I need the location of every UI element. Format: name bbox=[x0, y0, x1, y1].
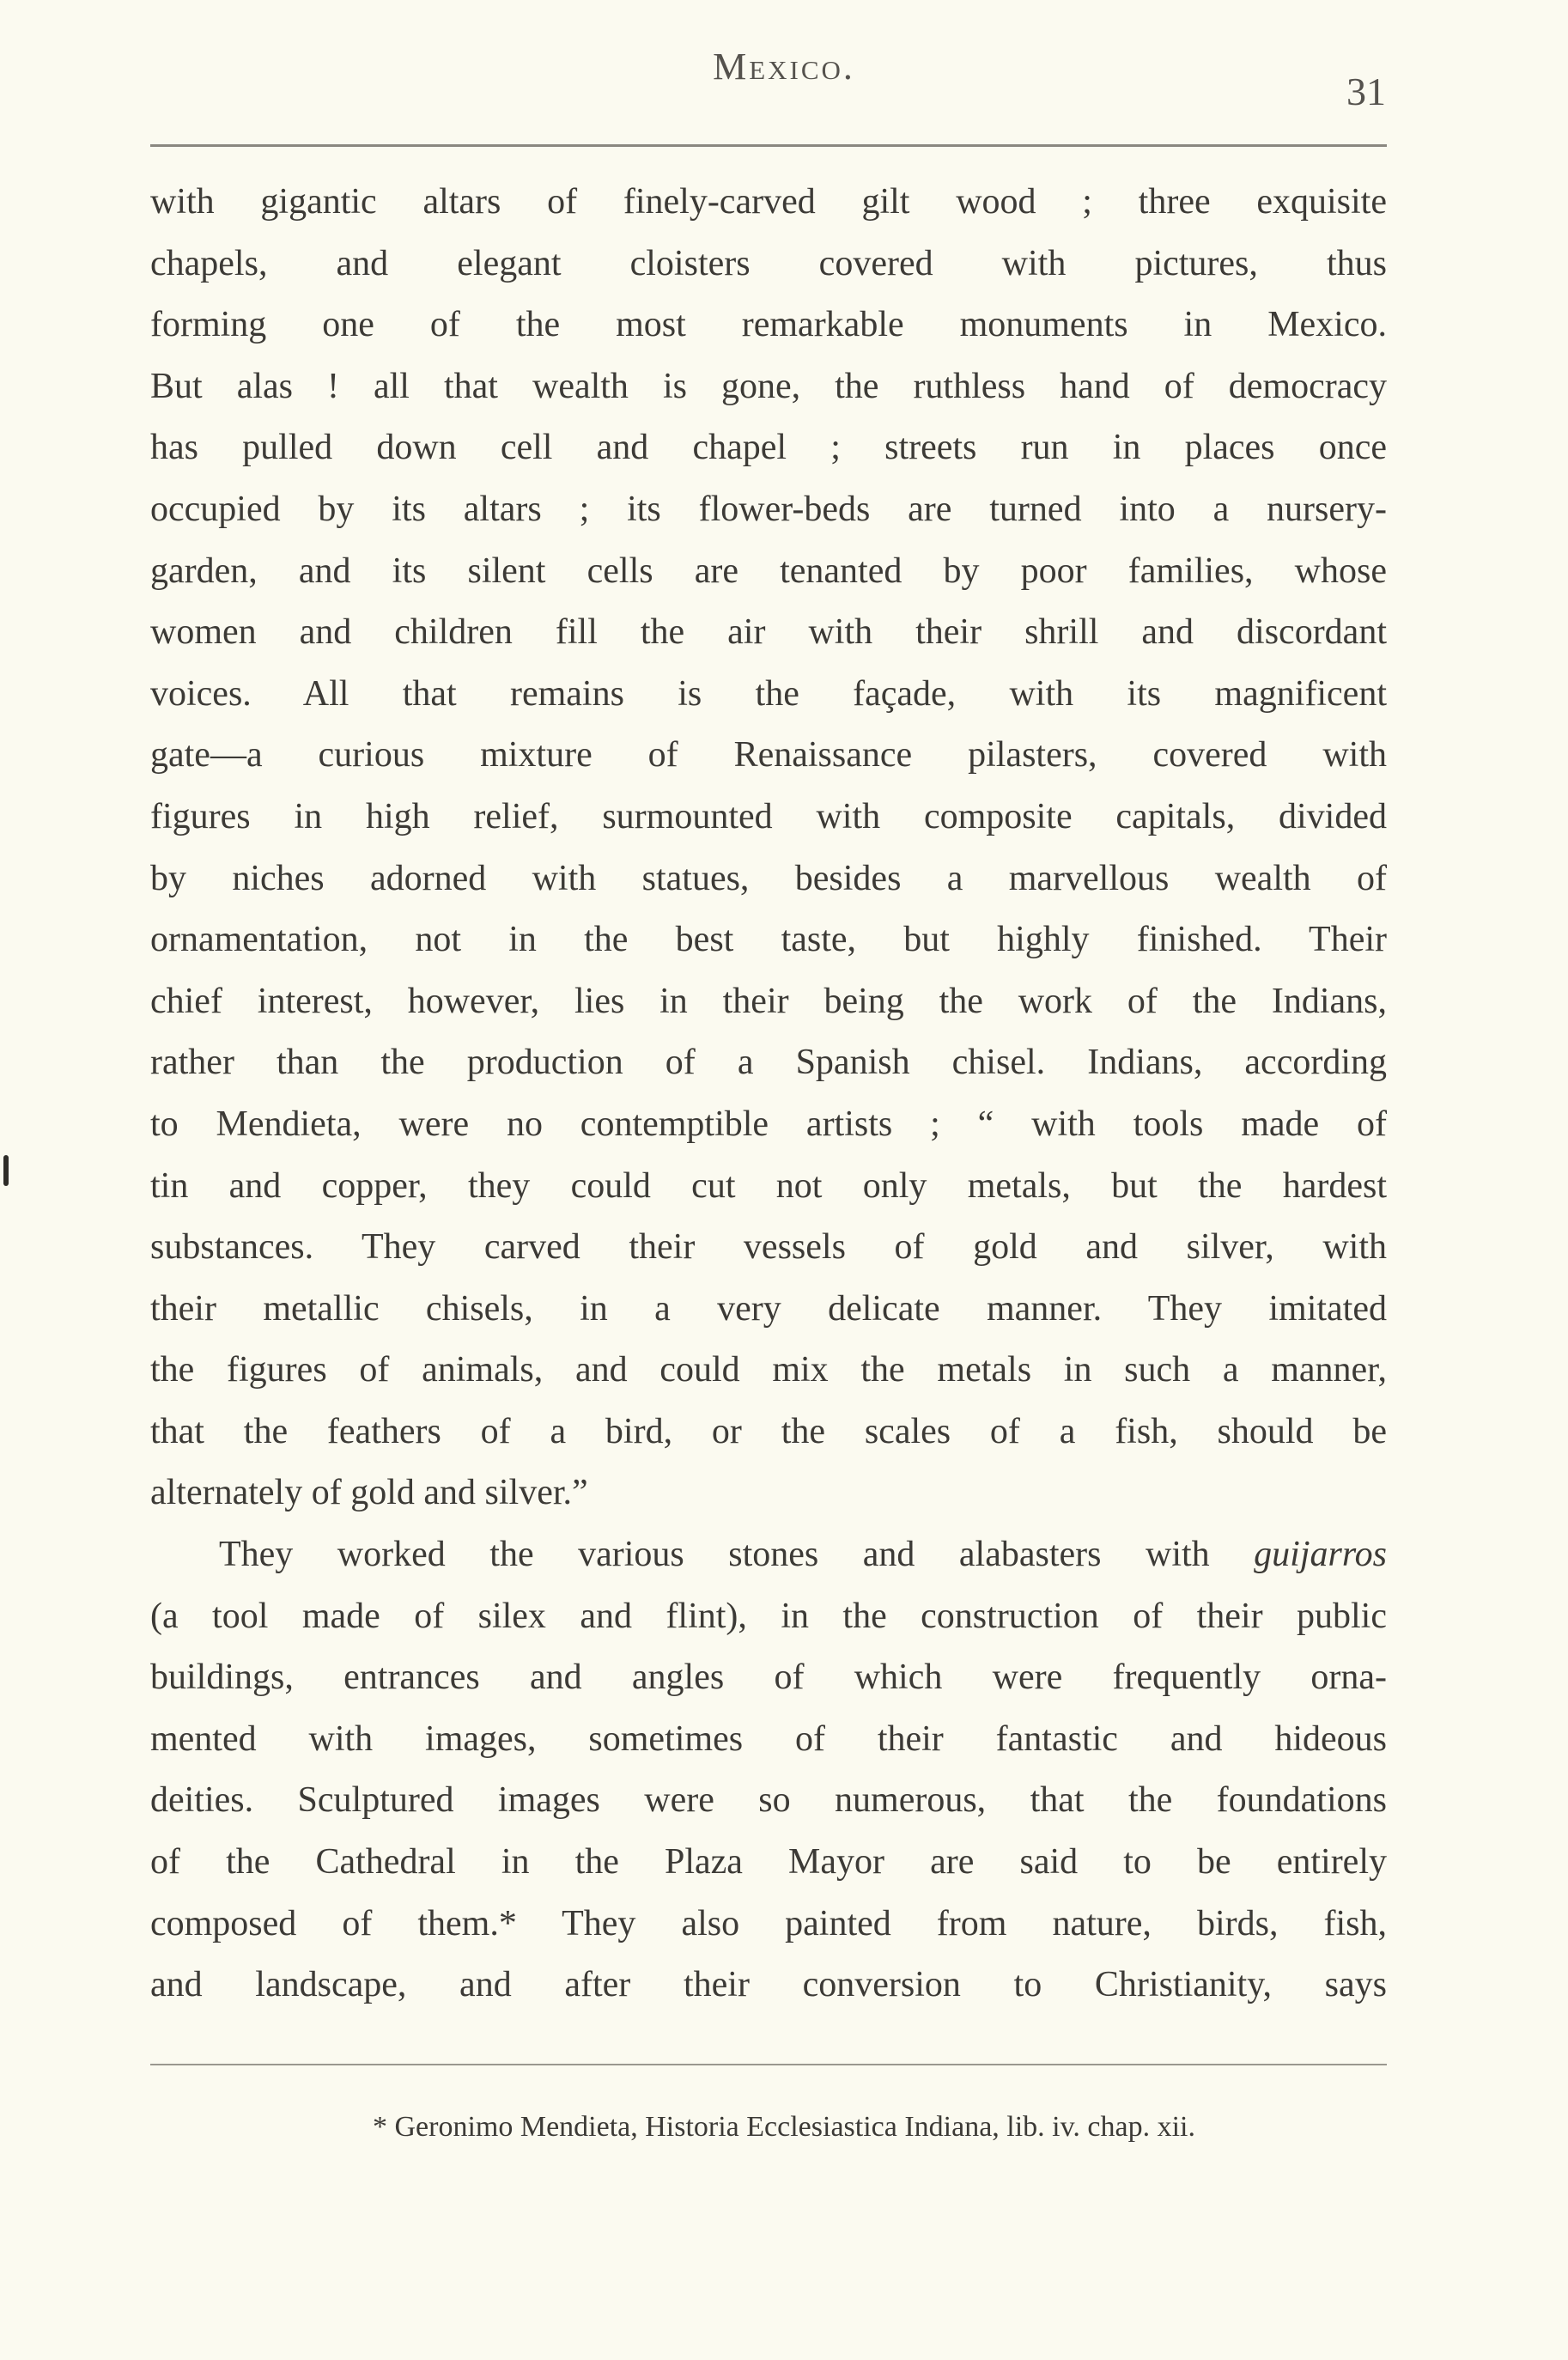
text-line: garden, and its silent cells are tenanted by poor families, whose bbox=[150, 550, 1387, 591]
text-line: women and children fill the air with their shrill and discordant bbox=[150, 612, 1387, 653]
italic-term: guijarros bbox=[1254, 1535, 1387, 1575]
text-line: by niches adorned with statues, besides a marvellous wealth of bbox=[150, 858, 1387, 898]
footnote: * Geronimo Mendieta, Historia Ecclesiastica Indiana, lib. iv. chap. xii. bbox=[372, 2111, 1195, 2143]
text-line: of the Cathedral in the Plaza Mayor are said to be entirely bbox=[150, 1842, 1387, 1883]
text-line: chief interest, however, lies in their being the work of the Indians, bbox=[150, 981, 1387, 1021]
text-line: that the feathers of a bird, or the scales of a fish, should be bbox=[150, 1411, 1387, 1451]
text-line: alternately of gold and silver.” bbox=[150, 1473, 588, 1513]
text-line: voices. All that remains is the façade, with its magnificent bbox=[150, 673, 1387, 714]
text-line: rather than the production of a Spanish chisel. Indians, according bbox=[150, 1043, 1387, 1083]
text-line: their metallic chisels, in a very delicate manner. They imitated bbox=[150, 1288, 1387, 1329]
text-line: mented with images, sometimes of their fantastic and hideous bbox=[150, 1718, 1387, 1759]
footnote-rule bbox=[150, 2064, 1387, 2065]
text-line: buildings, entrances and angles of which were frequently orna- bbox=[150, 1657, 1387, 1698]
text-line: (a tool made of silex and flint), in the construction of their public bbox=[150, 1596, 1387, 1636]
body-text bbox=[150, 172, 1387, 2016]
running-head: Mexico. bbox=[713, 46, 855, 88]
text-line: and landscape, and after their conversion to Christianity, says bbox=[150, 1965, 1387, 2005]
text-line: occupied by its altars ; its flower-beds are turned into a nursery- bbox=[150, 489, 1387, 529]
margin-mark bbox=[3, 1155, 9, 1186]
text-line: forming one of the most remarkable monuments in Mexico. bbox=[150, 305, 1387, 345]
text-line: substances. They carved their vessels of gold and silver, with bbox=[150, 1227, 1387, 1268]
page-number: 31 bbox=[1346, 70, 1386, 113]
text-line: figures in high relief, surmounted with composite capitals, divided bbox=[150, 796, 1387, 836]
text-segment: They worked the various stones and alabasters with bbox=[219, 1535, 1210, 1575]
text-line: But alas ! all that wealth is gone, the ruthless hand of democracy bbox=[150, 366, 1387, 406]
text-line: composed of them.* They also painted from nature, birds, fish, bbox=[150, 1903, 1387, 1943]
header-rule bbox=[150, 144, 1387, 147]
text-line: tin and copper, they could cut not only metals, but the hardest bbox=[150, 1165, 1387, 1206]
text-line: to Mendieta, were no contemptible artists ; “ with tools made of bbox=[150, 1104, 1387, 1144]
text-line: with gigantic altars of finely-carved gilt wood ; three exquisite bbox=[150, 182, 1387, 222]
text-line: gate—a curious mixture of Renaissance pilasters, covered with bbox=[150, 735, 1387, 776]
text-line: chapels, and elegant cloisters covered with pictures, thus bbox=[150, 243, 1387, 283]
text-line: deities. Sculptured images were so numerous, that the foundations bbox=[150, 1780, 1387, 1821]
text-line: the figures of animals, and could mix the metals in such a manner, bbox=[150, 1350, 1387, 1390]
text-line: ornamentation, not in the best taste, but highly finished. Their bbox=[150, 920, 1387, 960]
paragraph-start-line bbox=[150, 1524, 1387, 1586]
text-line: has pulled down cell and chapel ; streets run in places once bbox=[150, 428, 1387, 468]
